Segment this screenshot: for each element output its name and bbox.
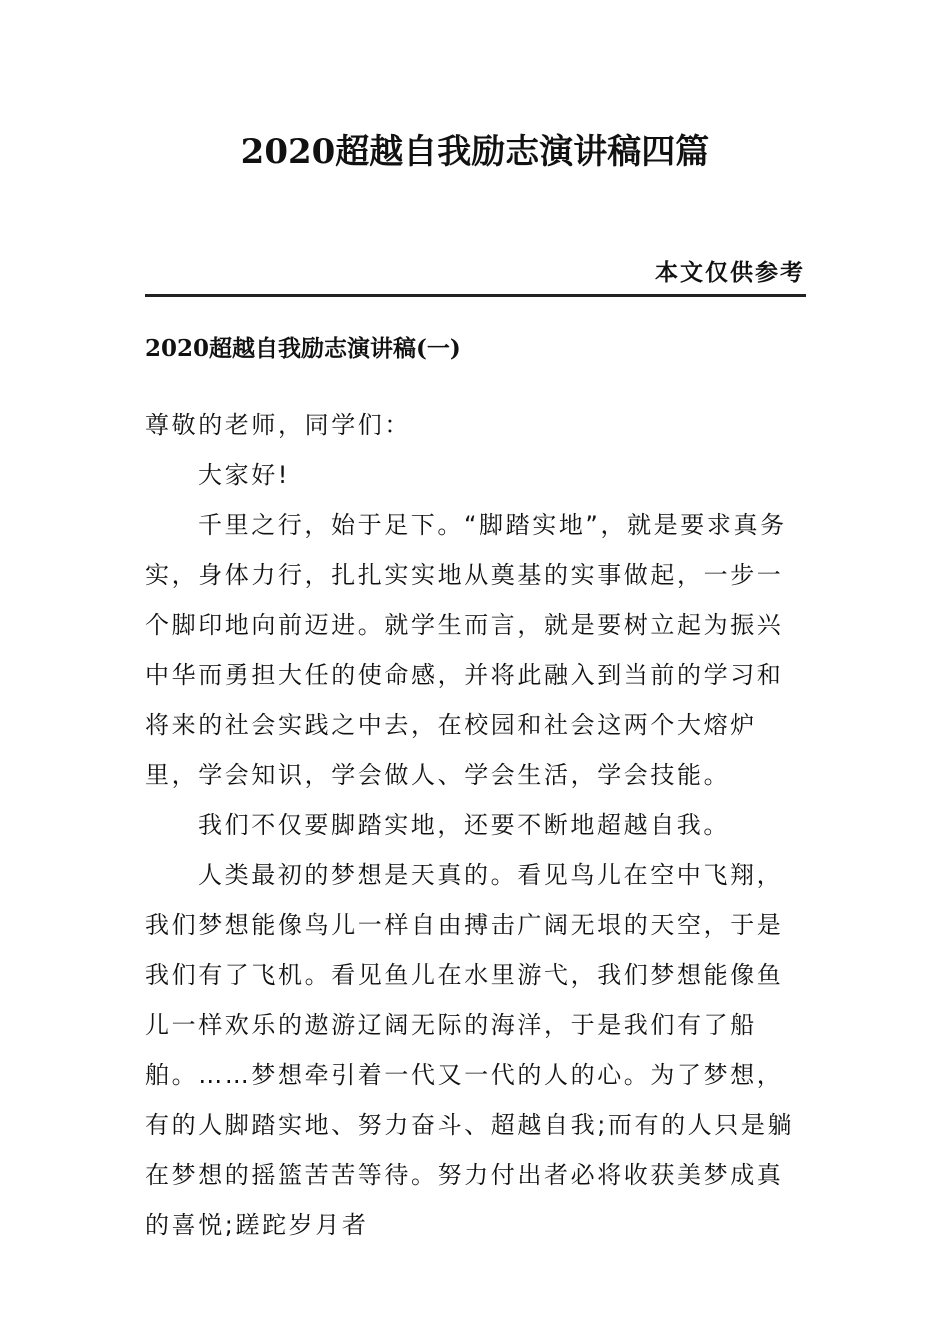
paragraph: 我们不仅要脚踏实地，还要不断地超越自我。 xyxy=(198,811,730,839)
reference-note: 本文仅供参考 xyxy=(655,259,805,286)
section-heading: 2020超越自我励志演讲稿(一) xyxy=(145,335,461,362)
paragraph: 人类最初的梦想是天真的。看见鸟儿在空中飞翔，我们梦想能像鸟儿一样自由搏击广阔无垠的天空，于是我们有了飞机。看见鱼儿在水里游弋，我们梦想能像鱼儿一样欢乐的遨游辽阔无际的海洋，于是我们有了船舶。……梦想牵引着一代又一代的人的心。为了梦想，有的人脚踏实地、努力奋斗、超越自我;而有的人只是躺在梦想的摇篮苦苦等待。努力付出者必将收获美梦成真的喜悦;蹉跎岁月者 xyxy=(145,861,795,1239)
document-body xyxy=(145,400,806,1250)
header-divider xyxy=(145,294,806,297)
paragraph-greeting: 大家好! xyxy=(198,461,291,489)
document-title: 2020超越自我励志演讲稿四篇 xyxy=(240,132,710,172)
salutation: 尊敬的老师，同学们： xyxy=(145,411,411,439)
paragraph: 千里之行，始于足下。“脚踏实地”，就是要求真务实，身体力行，扎扎实实地从奠基的实事做起，一步一个脚印地向前迈进。就学生而言，就是要树立起为振兴中华而勇担大任的使命感，并将此融入到当前的学习和将来的社会实践之中去，在校园和社会这两个大熔炉里，学会知识，学会做人、学会生活，学会技能。 xyxy=(145,511,787,789)
